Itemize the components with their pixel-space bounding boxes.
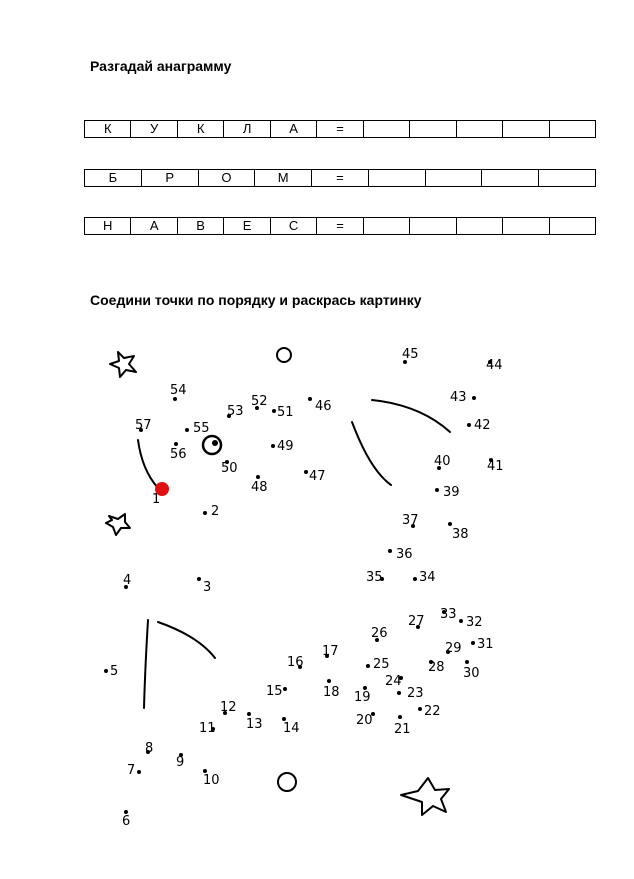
cell: =	[312, 170, 369, 187]
wing-line	[138, 440, 158, 488]
dot-43	[472, 396, 476, 400]
cell: У	[131, 121, 177, 138]
dot-2	[203, 511, 207, 515]
dot-3	[197, 577, 201, 581]
eye-pupil-icon	[212, 440, 218, 446]
dot-30	[465, 660, 469, 664]
cell: О	[198, 170, 255, 187]
dot-49	[271, 444, 275, 448]
dot-label-1: 1	[152, 492, 161, 507]
dot-label-34: 34	[419, 570, 436, 585]
dot-points	[104, 347, 504, 829]
answer-cell[interactable]	[503, 218, 549, 235]
dot-label-51: 51	[277, 405, 294, 420]
wing-line	[352, 422, 391, 485]
dot-label-57: 57	[135, 418, 152, 433]
dot-label-49: 49	[277, 439, 294, 454]
answer-cell[interactable]	[363, 218, 409, 235]
dot-56	[174, 442, 178, 446]
dot-25	[366, 664, 370, 668]
cell: Е	[224, 218, 270, 235]
dot-34	[413, 577, 417, 581]
dot-label-52: 52	[251, 394, 268, 409]
dot-label-26: 26	[371, 626, 388, 641]
dot-7	[137, 770, 141, 774]
answer-cell[interactable]	[368, 170, 425, 187]
dot-label-31: 31	[477, 637, 494, 652]
dot-label-6: 6	[122, 814, 131, 829]
answer-cell[interactable]	[549, 121, 595, 138]
dot-13	[247, 712, 251, 716]
dot-51	[272, 409, 276, 413]
dot-39	[435, 488, 439, 492]
dot-42	[467, 423, 471, 427]
tail-line	[144, 620, 148, 708]
dot-label-16: 16	[287, 655, 304, 670]
cell: К	[85, 121, 131, 138]
cell: Р	[141, 170, 198, 187]
tail-line	[158, 622, 215, 658]
dot-label-7: 7	[127, 763, 136, 778]
dot-36	[388, 549, 392, 553]
answer-cell[interactable]	[410, 121, 456, 138]
cell: =	[317, 121, 363, 138]
dot-label-29: 29	[445, 641, 462, 656]
dot-label-45: 45	[402, 347, 419, 362]
dot-23	[397, 691, 401, 695]
dot-label-39: 39	[443, 485, 460, 500]
star-icon	[401, 778, 449, 815]
dot-label-56: 56	[170, 447, 187, 462]
dot-label-19: 19	[354, 690, 371, 705]
dot-label-22: 22	[424, 704, 441, 719]
dot-label-54: 54	[170, 383, 187, 398]
dot-22	[418, 707, 422, 711]
dot-label-44: 44	[486, 358, 503, 373]
dot-label-43: 43	[450, 390, 467, 405]
dot-label-46: 46	[315, 399, 332, 414]
dot-label-21: 21	[394, 722, 411, 737]
dot-15	[283, 687, 287, 691]
dot-label-14: 14	[283, 721, 300, 736]
dot-label-36: 36	[396, 547, 413, 562]
dot-38	[448, 522, 452, 526]
answer-cell[interactable]	[539, 170, 596, 187]
dot-label-37: 37	[402, 513, 419, 528]
dot-46	[308, 397, 312, 401]
dot-label-33: 33	[440, 607, 457, 622]
dot-label-27: 27	[408, 614, 425, 629]
dot-label-38: 38	[452, 527, 469, 542]
dot-label-3: 3	[203, 580, 212, 595]
dot-32	[459, 619, 463, 623]
dot-label-48: 48	[251, 480, 268, 495]
cell: А	[131, 218, 177, 235]
star-icon	[106, 514, 130, 535]
dot-label-28: 28	[428, 660, 445, 675]
planet-icon	[277, 348, 291, 362]
dot-label-2: 2	[211, 504, 220, 519]
anagram-title: Разгадай анаграмму	[90, 58, 232, 74]
answer-cell[interactable]	[363, 121, 409, 138]
cell: В	[177, 218, 223, 235]
dot-label-20: 20	[356, 713, 373, 728]
dot-31	[471, 641, 475, 645]
dot-label-55: 55	[193, 421, 210, 436]
answer-cell[interactable]	[549, 218, 595, 235]
dot-label-17: 17	[322, 644, 339, 659]
wing-line	[372, 400, 450, 432]
cell: Б	[85, 170, 142, 187]
answer-cell[interactable]	[456, 121, 502, 138]
answer-cell[interactable]	[456, 218, 502, 235]
answer-cell[interactable]	[503, 121, 549, 138]
dot-label-24: 24	[385, 674, 402, 689]
dot-label-23: 23	[407, 686, 424, 701]
dot-label-47: 47	[309, 469, 326, 484]
dot-label-40: 40	[434, 454, 451, 469]
dot-5	[104, 669, 108, 673]
cell: К	[177, 121, 223, 138]
star-icon	[110, 352, 136, 377]
connect-dots-picture	[0, 330, 634, 879]
dot-label-11: 11	[199, 721, 216, 736]
dot-label-4: 4	[123, 573, 132, 588]
dot-label-8: 8	[145, 741, 154, 756]
dot-55	[185, 428, 189, 432]
dot-label-9: 9	[176, 755, 185, 770]
anagram-row-brom	[84, 169, 596, 187]
dot-label-41: 41	[487, 459, 504, 474]
dot-47	[304, 470, 308, 474]
dot-label-12: 12	[220, 700, 237, 715]
dot-label-42: 42	[474, 418, 491, 433]
answer-cell[interactable]	[425, 170, 482, 187]
anagram-row-kukla	[84, 120, 596, 138]
planet-icon	[278, 773, 296, 791]
dot-label-53: 53	[227, 404, 244, 419]
dot-label-50: 50	[221, 461, 238, 476]
dot-18	[327, 679, 331, 683]
dot-label-5: 5	[110, 664, 119, 679]
dot-label-35: 35	[366, 570, 383, 585]
dot-label-30: 30	[463, 666, 480, 681]
dot-label-13: 13	[246, 717, 263, 732]
dot-label-15: 15	[266, 684, 283, 699]
cell: С	[270, 218, 316, 235]
dot-label-25: 25	[373, 657, 390, 672]
answer-cell[interactable]	[410, 218, 456, 235]
dot-21	[398, 715, 402, 719]
cell: Н	[85, 218, 131, 235]
cell: М	[255, 170, 312, 187]
anagram-row-naves	[84, 217, 596, 235]
answer-cell[interactable]	[482, 170, 539, 187]
eye-icon	[203, 436, 221, 454]
dot-48	[256, 475, 260, 479]
cell: =	[317, 218, 363, 235]
cell: Л	[224, 121, 270, 138]
dots-title: Соедини точки по порядку и раскрась картинку	[90, 292, 422, 308]
dot-label-18: 18	[323, 685, 340, 700]
dot-label-32: 32	[466, 615, 483, 630]
dot-label-10: 10	[203, 773, 220, 788]
cell: А	[270, 121, 316, 138]
